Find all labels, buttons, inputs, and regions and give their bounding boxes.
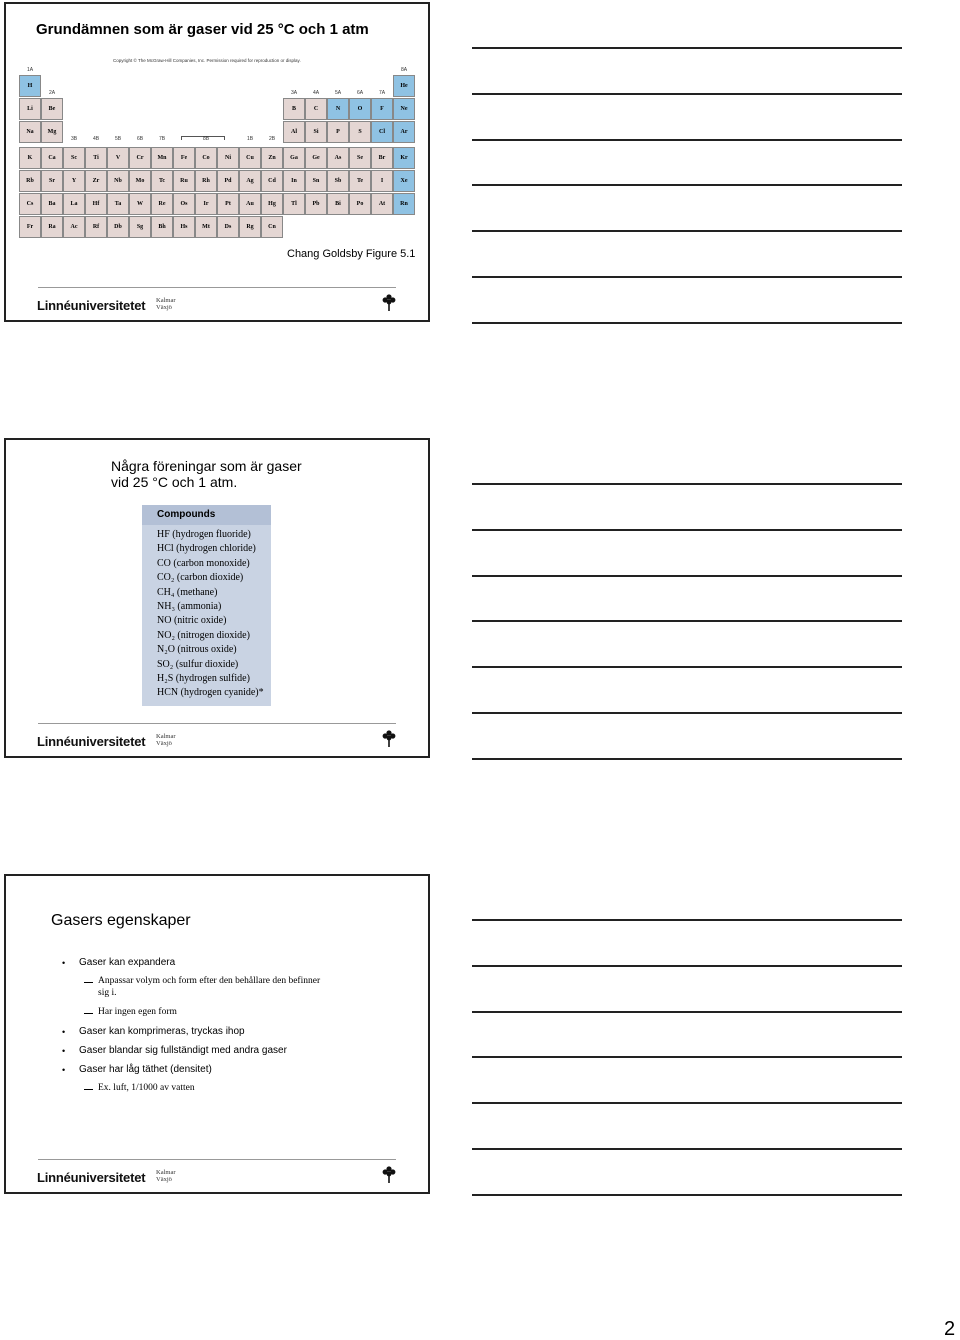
bullet-marker: • bbox=[62, 1046, 66, 1056]
element-cell: Sg bbox=[129, 216, 151, 238]
element-cell: Sc bbox=[63, 147, 85, 169]
element-cell: Ti bbox=[85, 147, 107, 169]
group-label: 3A bbox=[290, 90, 298, 96]
element-cell: Mg bbox=[41, 121, 63, 143]
slide-1 bbox=[4, 2, 430, 322]
element-cell: Bi bbox=[327, 193, 349, 215]
footer-rule bbox=[38, 723, 396, 724]
element-cell: Y bbox=[63, 170, 85, 192]
element-cell: Rh bbox=[195, 170, 217, 192]
group-label: 5A bbox=[334, 90, 342, 96]
element-cell: Fr bbox=[19, 216, 41, 238]
note-line bbox=[472, 575, 902, 577]
slide-1-title: Grundämnen som är gaser vid 25 °C och 1 atm bbox=[36, 21, 369, 38]
note-line bbox=[472, 322, 902, 324]
element-cell: Ni bbox=[217, 147, 239, 169]
element-cell: Ru bbox=[173, 170, 195, 192]
note-line bbox=[472, 620, 902, 622]
dash-marker bbox=[84, 1013, 93, 1014]
element-cell: Ac bbox=[63, 216, 85, 238]
element-cell: Cs bbox=[19, 193, 41, 215]
group-label: 7A bbox=[378, 90, 386, 96]
group-label: 2A bbox=[48, 90, 56, 96]
element-cell: Al bbox=[283, 121, 305, 143]
element-cell: Re bbox=[151, 193, 173, 215]
compound-item: CO (carbon monoxide) bbox=[157, 557, 250, 569]
sub-bullet-text: sig i. bbox=[98, 988, 117, 998]
note-line bbox=[472, 1194, 902, 1196]
element-cell: Au bbox=[239, 193, 261, 215]
page-number: 2 bbox=[944, 1318, 956, 1340]
element-cell: Co bbox=[195, 147, 217, 169]
element-cell: At bbox=[371, 193, 393, 215]
element-cell: Tl bbox=[283, 193, 305, 215]
compound-item: CO₂ (carbon dioxide) bbox=[157, 572, 244, 584]
footer-rule bbox=[38, 1159, 396, 1160]
group-label: 6A bbox=[356, 90, 364, 96]
group-label: 5B bbox=[114, 136, 122, 142]
element-cell: H bbox=[19, 75, 41, 97]
footer-campus bbox=[156, 1169, 176, 1183]
element-cell: Mo bbox=[129, 170, 151, 192]
footer-rule bbox=[38, 287, 396, 288]
element-cell: Hs bbox=[173, 216, 195, 238]
element-cell: Pd bbox=[217, 170, 239, 192]
element-cell: He bbox=[393, 75, 415, 97]
compound-item: H₂S (hydrogen sulfide) bbox=[157, 673, 250, 684]
element-cell: Ga bbox=[283, 147, 305, 169]
compound-item: CH₄ (methane) bbox=[157, 586, 218, 598]
element-cell: S bbox=[349, 121, 371, 143]
slide-2-title bbox=[111, 458, 302, 490]
element-cell: In bbox=[283, 170, 305, 192]
element-cell: Ba bbox=[41, 193, 63, 215]
note-line bbox=[472, 712, 902, 714]
element-cell: Mt bbox=[195, 216, 217, 238]
element-cell: Bh bbox=[151, 216, 173, 238]
element-cell: As bbox=[327, 147, 349, 169]
element-cell: Po bbox=[349, 193, 371, 215]
tree-icon bbox=[382, 729, 396, 747]
bullet-marker: • bbox=[62, 1065, 66, 1075]
element-cell: Be bbox=[41, 98, 63, 120]
element-cell: C bbox=[305, 98, 327, 120]
group-label: 8A bbox=[400, 67, 408, 73]
element-cell: La bbox=[63, 193, 85, 215]
footer-campus-2: Växjö bbox=[156, 1176, 172, 1183]
footer-campus-1: Kalmar bbox=[156, 1169, 176, 1176]
footer-brand: Linnéuniversitetet bbox=[37, 734, 146, 749]
compound-item: HCN (hydrogen cyanide)* bbox=[157, 687, 264, 699]
element-cell: Rg bbox=[239, 216, 261, 238]
figure-caption: Chang Goldsby Figure 5.1 bbox=[287, 248, 416, 260]
sub-bullet-text: Ex. luft, 1/1000 av vatten bbox=[98, 1083, 195, 1093]
note-line bbox=[472, 529, 902, 531]
copyright-notice: Copyright © The McGraw-Hill Companies, Inc. Permission required for reproduction or display. bbox=[113, 58, 301, 63]
group-label: 7B bbox=[158, 136, 166, 142]
element-cell: Cl bbox=[371, 121, 393, 143]
note-line bbox=[472, 47, 902, 49]
bullet-text: Gaser kan komprimeras, tryckas ihop bbox=[79, 1026, 245, 1037]
element-cell: Ca bbox=[41, 147, 63, 169]
element-cell: Xe bbox=[393, 170, 415, 192]
note-line bbox=[472, 666, 902, 668]
group-label: 4A bbox=[312, 90, 320, 96]
periodic-table bbox=[19, 58, 413, 238]
element-cell: Rb bbox=[19, 170, 41, 192]
footer-campus bbox=[156, 733, 176, 747]
element-cell: W bbox=[129, 193, 151, 215]
note-line bbox=[472, 184, 902, 186]
compound-item: SO₂ (sulfur dioxide) bbox=[157, 658, 239, 670]
note-line bbox=[472, 93, 902, 95]
note-line bbox=[472, 139, 902, 141]
tree-icon bbox=[382, 293, 396, 311]
note-line bbox=[472, 276, 902, 278]
element-cell: Cd bbox=[261, 170, 283, 192]
element-cell: Tc bbox=[151, 170, 173, 192]
element-cell: Cu bbox=[239, 147, 261, 169]
note-line bbox=[472, 919, 902, 921]
element-cell: Sn bbox=[305, 170, 327, 192]
compound-item: NO₂ (nitrogen dioxide) bbox=[157, 629, 250, 641]
slide-3-title: Gasers egenskaper bbox=[51, 912, 191, 929]
group-label: 6B bbox=[136, 136, 144, 142]
element-cell: Cn bbox=[261, 216, 283, 238]
footer-brand: Linnéuniversitetet bbox=[37, 1170, 146, 1185]
element-cell: P bbox=[327, 121, 349, 143]
note-line bbox=[472, 1102, 902, 1104]
element-cell: Ta bbox=[107, 193, 129, 215]
element-cell: Te bbox=[349, 170, 371, 192]
sub-bullet-text: Anpassar volym och form efter den behållare den befinner bbox=[98, 976, 321, 986]
group-label: 1B bbox=[246, 136, 254, 142]
slide-2 bbox=[4, 438, 430, 758]
bullet-marker: • bbox=[62, 1027, 66, 1037]
element-cell: Br bbox=[371, 147, 393, 169]
element-cell: Pb bbox=[305, 193, 327, 215]
compound-item: NO (nitric oxide) bbox=[157, 615, 227, 627]
element-cell: Hg bbox=[261, 193, 283, 215]
footer-campus-2: Växjö bbox=[156, 304, 172, 311]
element-cell: N bbox=[327, 98, 349, 120]
element-cell: Nb bbox=[107, 170, 129, 192]
element-cell: Ar bbox=[393, 121, 415, 143]
element-cell: Se bbox=[349, 147, 371, 169]
note-line bbox=[472, 230, 902, 232]
element-cell: Rf bbox=[85, 216, 107, 238]
group-label: 8B bbox=[202, 136, 210, 142]
compounds-table bbox=[142, 505, 271, 706]
element-cell: F bbox=[371, 98, 393, 120]
element-cell: Os bbox=[173, 193, 195, 215]
slide-2-title-line-2: vid 25 °C och 1 atm. bbox=[111, 474, 238, 490]
element-cell: Mn bbox=[151, 147, 173, 169]
element-cell: Ir bbox=[195, 193, 217, 215]
element-cell: Na bbox=[19, 121, 41, 143]
note-line bbox=[472, 483, 902, 485]
compounds-header: Compounds bbox=[142, 505, 271, 525]
note-line bbox=[472, 1011, 902, 1013]
element-cell: Li bbox=[19, 98, 41, 120]
footer-campus-1: Kalmar bbox=[156, 733, 176, 740]
element-cell: Rn bbox=[393, 193, 415, 215]
dash-marker bbox=[84, 1089, 93, 1090]
note-line bbox=[472, 1056, 902, 1058]
element-cell: Si bbox=[305, 121, 327, 143]
element-cell: Sr bbox=[41, 170, 63, 192]
footer-campus-2: Växjö bbox=[156, 740, 172, 747]
element-cell: Ds bbox=[217, 216, 239, 238]
bullet-text: Gaser kan expandera bbox=[79, 957, 176, 968]
group-label: 4B bbox=[92, 136, 100, 142]
group-label: 3B bbox=[70, 136, 78, 142]
element-cell: B bbox=[283, 98, 305, 120]
element-cell: Sb bbox=[327, 170, 349, 192]
group-label: 1A bbox=[26, 67, 34, 73]
sub-bullet-text: Har ingen egen form bbox=[98, 1007, 177, 1017]
element-cell: Pt bbox=[217, 193, 239, 215]
element-cell: Ag bbox=[239, 170, 261, 192]
dash-marker bbox=[84, 982, 93, 983]
bullet-marker: • bbox=[62, 958, 66, 968]
element-cell: V bbox=[107, 147, 129, 169]
element-cell: O bbox=[349, 98, 371, 120]
compound-item: NH₃ (ammonia) bbox=[157, 601, 222, 612]
compound-item: HF (hydrogen fluoride) bbox=[157, 529, 251, 540]
element-cell: Ra bbox=[41, 216, 63, 238]
footer-campus bbox=[156, 297, 176, 311]
element-cell: Ge bbox=[305, 147, 327, 169]
note-line bbox=[472, 1148, 902, 1150]
footer-campus-1: Kalmar bbox=[156, 297, 176, 304]
element-cell: K bbox=[19, 147, 41, 169]
compound-item: HCl (hydrogen chloride) bbox=[157, 543, 256, 555]
element-cell: I bbox=[371, 170, 393, 192]
footer-brand: Linnéuniversitetet bbox=[37, 298, 146, 313]
element-cell: Fe bbox=[173, 147, 195, 169]
note-line bbox=[472, 758, 902, 760]
group-label: 2B bbox=[268, 136, 276, 142]
element-cell: Db bbox=[107, 216, 129, 238]
bullet-text: Gaser har låg täthet (densitet) bbox=[79, 1064, 212, 1075]
element-cell: Hf bbox=[85, 193, 107, 215]
element-cell: Kr bbox=[393, 147, 415, 169]
slide-3 bbox=[4, 874, 430, 1194]
slide-2-title-line-1: Några föreningar som är gaser bbox=[111, 458, 302, 474]
compound-item: N₂O (nitrous oxide) bbox=[157, 644, 237, 656]
bullet-text: Gaser blandar sig fullständigt med andra gaser bbox=[79, 1045, 287, 1056]
element-cell: Zn bbox=[261, 147, 283, 169]
element-cell: Zr bbox=[85, 170, 107, 192]
note-line bbox=[472, 965, 902, 967]
tree-icon bbox=[382, 1165, 396, 1183]
element-cell: Cr bbox=[129, 147, 151, 169]
element-cell: Ne bbox=[393, 98, 415, 120]
